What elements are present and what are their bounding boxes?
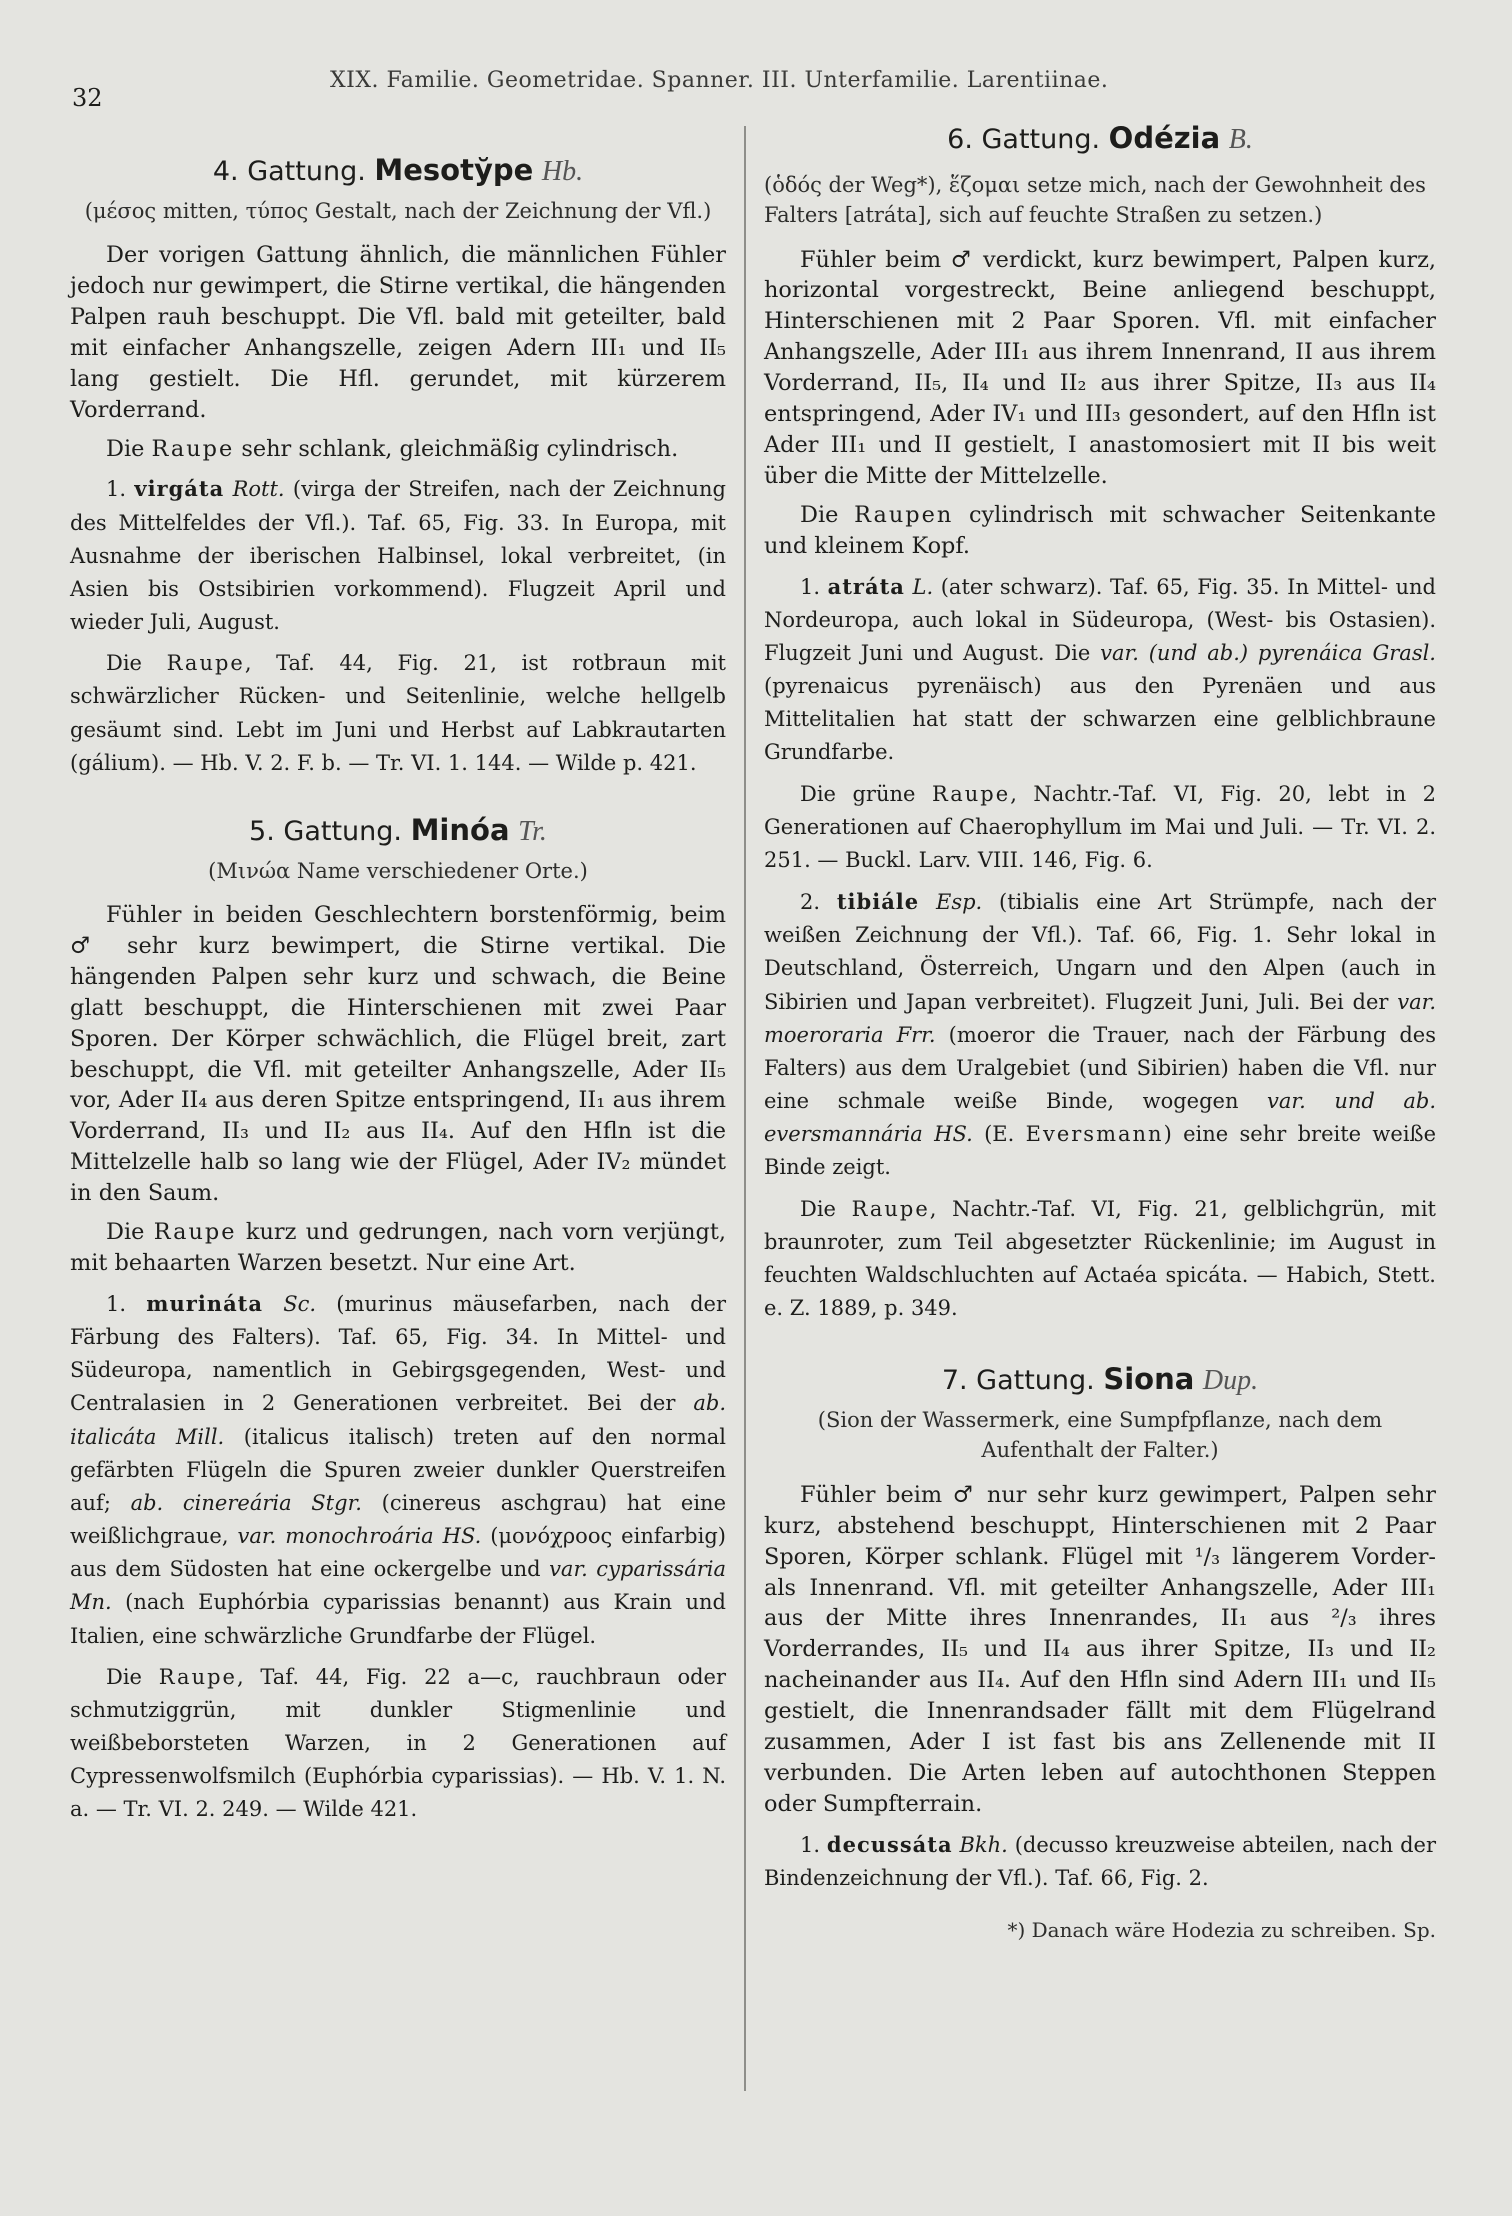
genus-etymology: (ὁδός der Weg*), ἕζομαι setze mich, nach der Gewohnheit des Falters [atráta], sich auf feuchte Straßen zu setzen.) xyxy=(764,172,1426,228)
species-name: tibiále xyxy=(836,889,920,915)
page-number: 32 xyxy=(72,84,103,112)
genus-heading-minoa xyxy=(70,810,726,852)
genus-name: Odézia xyxy=(1108,121,1221,155)
genus-description: Der vorigen Gattung ähnlich, die männlichen Fühler jedoch nur gewimpert, die Stirne vertikal, die hängenden Palpen rauh beschuppt. Die Vfl. bald mit geteilter, bald mit einfacher Anhangszelle, zeigen Adern III₁ und II₅ lang gestielt. Die Hfl. gerundet, mit kürzerem Vorderrand. xyxy=(70,242,726,423)
genus-name: Minóa xyxy=(410,812,510,847)
species-entry-atrata: 1. atráta L. (ater schwarz). Taf. 65, Fig. 35. In Mittel- und Nordeuropa, auch lokal in Südeuropa, (West- bis Ostasien). Flugzeit Juni und August. Die var. (und ab.) pyrenáica Grasl. (pyrenaicus pyrenäisch) aus den Pyrenäen und aus Mittelitalien hat statt der schwarzen eine gelblichbraune Grundfarbe. xyxy=(764,573,1436,765)
genus-number: 6. Gattung. xyxy=(947,124,1101,155)
species-name: atráta xyxy=(827,573,905,599)
species-name: murináta xyxy=(146,1290,263,1316)
left-column xyxy=(70,118,726,1835)
larva-description: Die Raupen cylindrisch mit schwacher Seitenkante und kleinem Kopf. xyxy=(764,501,1437,559)
species-name: virgáta xyxy=(134,476,225,502)
genus-description: Fühler beim ♂ nur sehr kurz gewimpert, Palpen sehr kurz, abstehend beschuppt, Hinterschienen mit 2 Paar Sporen, Körper schlank. Flügel mit ¹/₃ längerem Vorder- als Innenrand. Vfl. mit geteilter Anhangszelle, Ader III₁ aus der Mitte ihres Innenrandes, II₁ aus ²/₃ ihres Vorderrandes, II₅ und II₄ aus ihrer Spitze, II₃ und II₂ nacheinander aus II₄. Auf den Hfln sind Adern III₁ und II₅ gestielt, die Innenrandsader fällt mit dem Flügelrand zusammen, Ader I ist fast bis ans Zellenende mit II verbunden. Die Arten leben auf autochthonen Steppen oder Sumpfterrain. xyxy=(764,1481,1436,1817)
genus-description: Fühler in beiden Geschlechtern borstenförmig, beim ♂ sehr kurz bewimpert, die Stirne vertikal. Die hängenden Palpen sehr kurz und schwach, die Beine glatt beschuppt, die Hinterschienen mit zwei Paar Sporen. Der Körper schwächlich, die Flügel breit, zart beschuppt, die Vfl. mit geteilter Anhangszelle, Ader II₅ vor, Ader II₄ aus deren Spitze entspringend, II₁ aus ihrem Vorderrand, II₃ und II₂ aus II₄. Auf den Hfln ist die Mittelzelle halb so lang wie der Flügel, Ader IV₂ mündet in den Saum. xyxy=(70,902,726,1207)
genus-heading-odezia xyxy=(764,118,1436,160)
column-divider xyxy=(744,126,746,2091)
species-larva-murinata: Die Raupe, Taf. 44, Fig. 22 a—c, rauchbraun oder schmutziggrün, mit dunkler Stigmenlinie und weißbeborsteten Warzen, in 2 Generationen auf Cypressenwolfsmilch (Euphórbia cyparissias). — Hb. V. 1. N. a. — Tr. VI. 2. 249. — Wilde 421. xyxy=(70,1664,727,1822)
running-title: XIX. Familie. Geometridae. Spanner. III. Unterfamilie. Larentiinae. xyxy=(330,68,1109,93)
species-entry-murinata: 1. murináta Sc. (murinus mäusefarben, nach der Färbung des Falters). Taf. 65, Fig. 34. In Mittel- und Südeuropa, namentlich in Gebirgsgegenden, West- und Centralasien in 2 Generationen verbreitet. Bei der ab. italicáta Mill. (italicus italisch) treten auf den normal gefärbten Flügeln die Spuren zweier dunkler Querstreifen auf; ab. cinereária Stgr. (cinereus aschgrau) hat eine weißlichgraue, var. monochroária HS. (μονόχροος einfarbig) aus dem Südosten hat eine ockergelbe und var. cyparissária Mn. (nach Euphórbia cyparissias benannt) aus Krain und Italien, eine schwärzliche Grundfarbe der Flügel. xyxy=(70,1290,727,1648)
genus-number: 4. Gattung. xyxy=(212,156,366,187)
larva-description: Die Raupe kurz und gedrungen, nach vorn verjüngt, mit behaarten Warzen besetzt. Nur eine Art. xyxy=(70,1219,726,1276)
species-entry-virgata: 1. virgáta Rott. (virga der Streifen, nach der Zeichnung des Mittelfeldes der Vfl.). Taf. 65, Fig. 33. In Europa, mit Ausnahme der iberischen Halbinsel, lokal verbreitet, (in Asien bis Ostsibirien vorkommend). Flugzeit April und wieder Juli, August. xyxy=(70,476,726,635)
genus-etymology: (Sion der Wassermerk, eine Sumpfpflanze, nach dem Aufenthalt der Falter.) xyxy=(817,1407,1383,1463)
genus-name: Siona xyxy=(1103,1362,1195,1397)
genus-description: Fühler beim ♂ verdickt, kurz bewimpert, Palpen kurz, horizontal vorgestreckt, Beine anliegend beschuppt, Hinterschienen mit 2 Paar Sporen. Vfl. mit einfacher Anhangszelle, Ader III₁ aus ihrem Innenrand, II aus ihrem Vorderrand, II₅, II₄ und II₂ aus ihrer Spitze, II₃ aus II₄ entspringend, Ader IV₁ und III₃ gesondert, auf den Hfln ist Ader III₁ und II gestielt, I anastomosiert mit II bis weit über die Mitte der Mittelzelle. xyxy=(764,246,1436,489)
genus-name: Mesotўpe xyxy=(374,153,534,187)
species-name: decussáta xyxy=(826,1831,953,1857)
larva-description: Die Raupe sehr schlank, gleichmäßig cylindrisch. xyxy=(106,435,679,462)
genus-etymology: (Μινώα Name verschiedener Orte.) xyxy=(208,858,588,883)
species-entry-tibiale: 2. tibiále Esp. (tibialis eine Art Strümpfe, nach der weißen Zeichnung der Vfl.). Taf. 66, Fig. 1. Sehr lokal in Deutschland, Österreich, Ungarn und den Alpen (auch in Sibirien und Japan verbreitet). Flugzeit Juni, Juli. Bei der var. moeroraria Frr. (moeror die Trauer, nach der Färbung des Falters) aus dem Uralgebiet (und Sibirien) haben die Vfl. nur eine schmale weiße Binde, wogegen var. und ab. eversmannária HS. (E. Eversmann) eine sehr breite weiße Binde zeigt. xyxy=(764,889,1436,1180)
genus-number: 5. Gattung. xyxy=(249,815,402,847)
species-entry-decussata: 1. decussáta Bkh. (decusso kreuzweise abteilen, nach der Bindenzeichnung der Vfl.). Taf. 66, Fig. 2. xyxy=(764,1831,1436,1890)
genus-etymology: (μέσος mitten, τύπος Gestalt, nach der Zeichnung der Vfl.) xyxy=(84,198,712,223)
genus-author: Tr. xyxy=(518,815,547,847)
genus-author: Hb. xyxy=(541,156,584,187)
genus-heading-mesotype xyxy=(70,150,726,192)
genus-author: Dup. xyxy=(1202,1365,1259,1397)
species-larva-virgata: Die Raupe, Taf. 44, Fig. 21, ist rotbraun mit schwärzlicher Rücken- und Seitenlinie, welche hellgelb gesäumt sind. Lebt im Juni und Herbst auf Labkrautarten (gálium). — Hb. V. 2. F. b. — Tr. VI. 1. 144. — Wilde p. 421. xyxy=(70,651,726,775)
species-larva-atrata: Die grüne Raupe, Nachtr.-Taf. VI, Fig. 20, lebt in 2 Generationen auf Chaerophyllum im Mai und Juli. — Tr. VI. 2. 251. — Buckl. Larv. VIII. 146, Fig. 6. xyxy=(764,781,1436,872)
species-larva-tibiale: Die Raupe, Nachtr.-Taf. VI, Fig. 21, gelblichgrün, mit braunroter, zum Teil abgesetzter Rückenlinie; im August in feuchten Waldschluchten auf Actaéa spicáta. — Habich, Stett. e. Z. 1889, p. 349. xyxy=(764,1196,1436,1321)
right-column xyxy=(764,118,1436,1945)
genus-number: 7. Gattung. xyxy=(941,1365,1095,1397)
genus-heading-siona xyxy=(764,1359,1436,1401)
footnote: *) Danach wäre Hodezia zu schreiben. Sp. xyxy=(1007,1918,1436,1943)
genus-author: B. xyxy=(1228,124,1253,155)
